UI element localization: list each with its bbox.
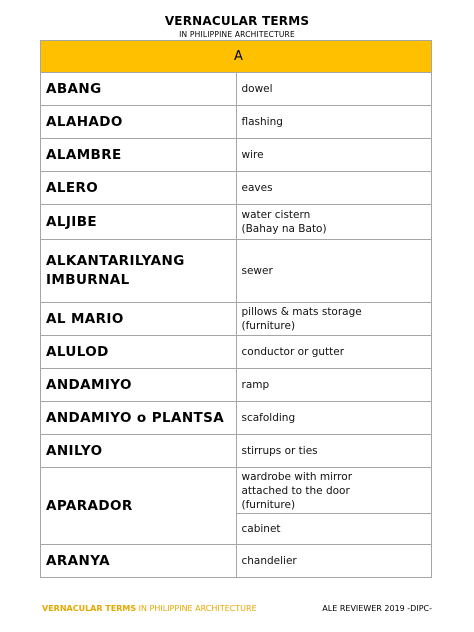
table-row xyxy=(41,336,432,369)
definition-cell: chandelier xyxy=(236,545,432,578)
terms-table xyxy=(40,40,432,578)
table-row xyxy=(41,303,432,336)
footer-rest: IN PHILIPPINE ARCHITECTURE xyxy=(136,604,257,613)
table-row xyxy=(41,139,432,172)
table-row xyxy=(41,240,432,303)
term-cell: ALULOD xyxy=(41,336,237,369)
table-row xyxy=(41,205,432,240)
definition-cell: wardrobe with mirror attached to the door (furniture) xyxy=(236,468,432,514)
footer-highlight: VERNACULAR TERMS xyxy=(42,604,137,613)
term-cell: ANDAMIYO o PLANTSA xyxy=(41,402,237,435)
table-row xyxy=(41,545,432,578)
definition-cell: conductor or gutter xyxy=(236,336,432,369)
definition-cell: cabinet xyxy=(236,514,432,545)
term-cell: APARADOR xyxy=(41,468,237,545)
term-cell: ANILYO xyxy=(41,435,237,468)
term-cell: ALAMBRE xyxy=(41,139,237,172)
term-cell: ALAHADO xyxy=(41,106,237,139)
definition-cell: ramp xyxy=(236,369,432,402)
page-title: VERNACULAR TERMS xyxy=(164,14,310,28)
page-subtitle: IN PHILIPPINE ARCHITECTURE xyxy=(179,30,295,39)
definition-cell: wire xyxy=(236,139,432,172)
footer-right: ALE REVIEWER 2019 -DIPC- xyxy=(322,604,432,613)
definition-cell: dowel xyxy=(236,73,432,106)
table-row xyxy=(41,369,432,402)
definition-cell: sewer xyxy=(236,240,432,303)
term-cell: ALKANTARILYANG IMBURNAL xyxy=(41,240,237,303)
definition-cell: eaves xyxy=(236,172,432,205)
table-row xyxy=(41,435,432,468)
footer-left xyxy=(42,604,257,613)
definition-cell: water cistern (Bahay na Bato) xyxy=(236,205,432,240)
term-cell: ANDAMIYO xyxy=(41,369,237,402)
definition-cell: stirrups or ties xyxy=(236,435,432,468)
term-cell: ABANG xyxy=(41,73,237,106)
definition-cell: flashing xyxy=(236,106,432,139)
table-row xyxy=(41,106,432,139)
definition-cell: scafolding xyxy=(236,402,432,435)
term-cell: ARANYA xyxy=(41,545,237,578)
table-row xyxy=(41,402,432,435)
term-cell: ALERO xyxy=(41,172,237,205)
term-cell: AL MARIO xyxy=(41,303,237,336)
table-row xyxy=(41,73,432,106)
letter-header-row xyxy=(41,41,432,73)
term-cell: ALJIBE xyxy=(41,205,237,240)
table-row xyxy=(41,468,432,514)
table-row xyxy=(41,172,432,205)
letter-heading: A xyxy=(41,41,432,73)
definition-cell: pillows & mats storage (furniture) xyxy=(236,303,432,336)
